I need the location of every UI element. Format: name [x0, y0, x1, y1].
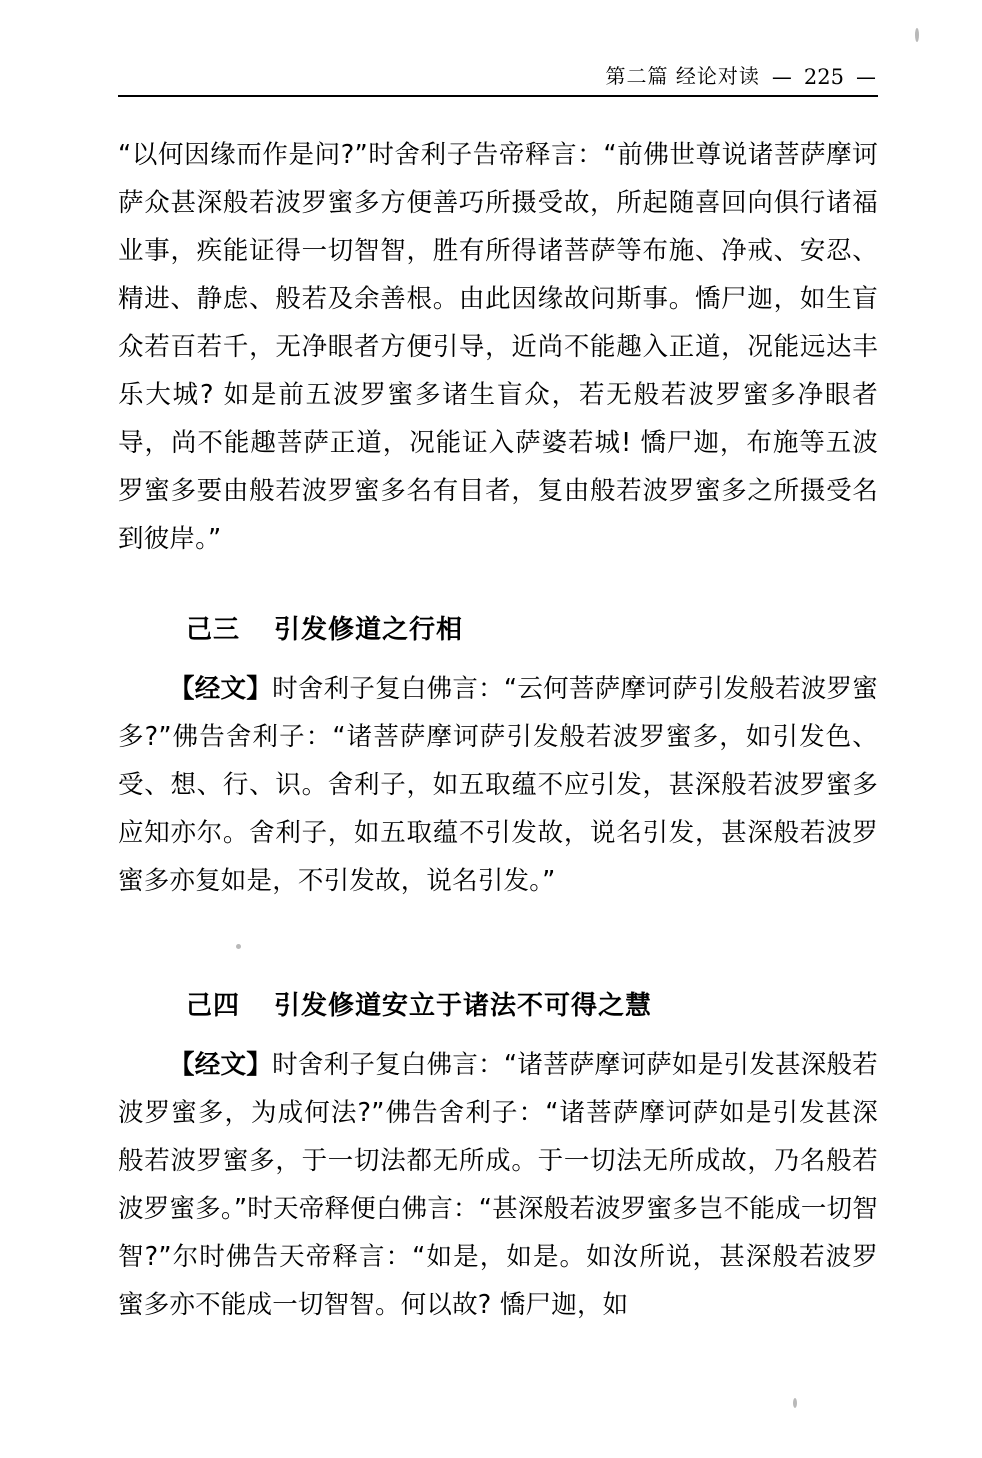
scan-speck	[915, 28, 919, 42]
running-head-dash-right: —	[856, 65, 876, 89]
sutra-text: 时舍利子复白佛言：“云何菩萨摩诃萨引发般若波罗蜜多?”佛告舍利子：“诸菩萨摩诃萨引发般若波罗蜜多，如引发色、受、想、行、识。舍利子，如五取蕴不应引发，甚深般若波罗蜜多应知亦尔。舍利子，如五取蕴不引发故，说名引发，甚深般若波罗蜜多亦复如是，不引发故，说名引发。”	[118, 674, 878, 896]
paragraph-sutra-1	[118, 665, 878, 905]
paragraph-opening-quote: “以何因缘而作是问?”时舍利子告帝释言：“前佛世尊说诸菩萨摩诃萨众甚深般若波罗蜜多方便善巧所摄受故，所起随喜回向俱行诸福业事，疾能证得一切智智，胜有所得诸菩萨等布施、净戒、安忍、精进、静虑、般若及余善根。由此因缘故问斯事。憍尸迦，如生盲众若百若千，无净眼者方便引导，近尚不能趣入正道，况能远达丰乐大城? 如是前五波罗蜜多诸生盲众，若无般若波罗蜜多净眼者导，尚不能趣菩萨正道，况能证入萨婆若城! 憍尸迦，布施等五波罗蜜多要由般若波罗蜜多名有目者，复由般若波罗蜜多之所摄受名到彼岸。”	[118, 140, 878, 554]
page-content	[118, 60, 878, 1333]
running-head-dash-left: —	[771, 65, 792, 89]
page-number: 225	[803, 65, 844, 89]
section-heading-number: 己三	[186, 615, 241, 645]
section-heading-ji-si	[118, 983, 878, 1029]
running-head	[118, 60, 878, 97]
sutra-label: 【经文】	[169, 1050, 273, 1080]
section-heading-ji-san	[118, 607, 878, 653]
section-heading-text: 引发修道安立于诸法不可得之慧	[274, 991, 653, 1021]
sutra-label: 【经文】	[169, 674, 273, 704]
section-heading-text: 引发修道之行相	[274, 615, 464, 645]
scan-speck	[793, 1398, 797, 1408]
sutra-text: 时舍利子复白佛言：“诸菩萨摩诃萨如是引发甚深般若波罗蜜多，为成何法?”佛告舍利子：“诸菩萨摩诃萨如是引发甚深般若波罗蜜多，于一切法都无所成。于一切法无所成故，乃名般若波罗蜜多。”时天帝释便白佛言：“甚深般若波罗蜜多岂不能成一切智智?”尔时佛告天帝释言：“如是，如是。如汝所说，甚深般若波罗蜜多亦不能成一切智智。何以故? 憍尸迦，如	[118, 1050, 878, 1320]
section-heading-number: 己四	[186, 991, 241, 1021]
paragraph-sutra-2	[118, 1041, 878, 1329]
running-head-title: 第二篇 经论对读	[605, 64, 760, 88]
